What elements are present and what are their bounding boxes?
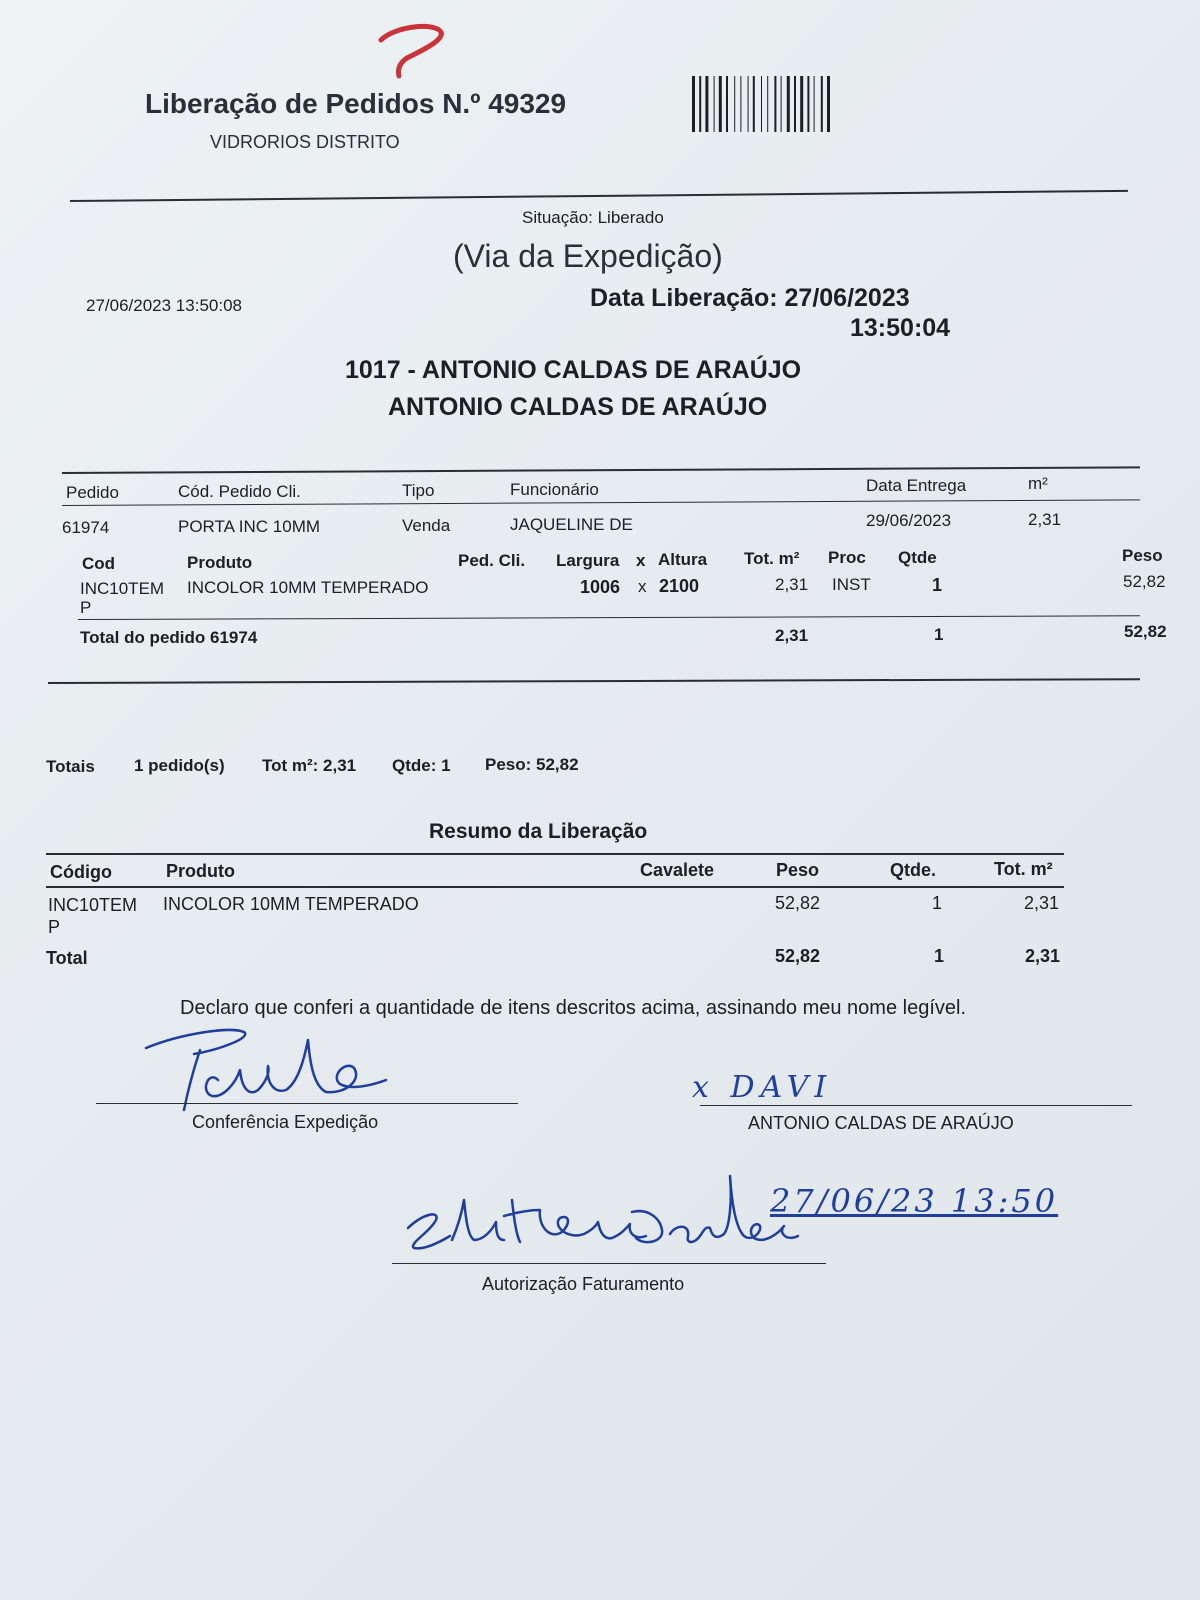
expedicao-signature-line: [96, 1103, 518, 1104]
totals-qtde: Qtde: 1: [392, 756, 451, 775]
release-time: 13:50:04: [850, 314, 951, 342]
cell-pedido: 61974: [62, 518, 110, 537]
summary-cell-tot-m2: 2,31: [1024, 893, 1060, 913]
barcode-bar: [714, 76, 715, 132]
summary-cell-qtde: 1: [932, 893, 943, 913]
barcode-bar: [821, 76, 823, 132]
summary-total-label: Total: [46, 948, 88, 968]
barcode-bar: [794, 76, 796, 132]
barcode-bar: [800, 76, 803, 132]
barcode-bar: [726, 76, 728, 132]
barcode-bar: [827, 76, 830, 132]
col-m2: m²: [1028, 474, 1048, 493]
barcode-bar: [787, 76, 790, 132]
barcode-bar: [807, 76, 809, 132]
summary-cell-peso: 52,82: [775, 893, 821, 913]
col-tot-m2: Tot. m²: [744, 549, 800, 568]
order-table-top-rule: [62, 466, 1140, 474]
cell-peso: 52,82: [1123, 572, 1166, 591]
col-pedido: Pedido: [66, 483, 119, 502]
barcode-bar: [705, 76, 708, 132]
barcode-bar: [719, 76, 722, 132]
client-line-1: 1017 - ANTONIO CALDAS DE ARAÚJO: [345, 356, 802, 384]
barcode-bar: [814, 76, 815, 132]
cell-tipo: Venda: [402, 516, 451, 535]
cell-qtde: 1: [932, 575, 943, 595]
barcode-icon: [692, 76, 878, 132]
totals-orders: 1 pedido(s): [134, 756, 225, 775]
summary-header-rule: [46, 886, 1064, 888]
col-funcionario: Funcionário: [510, 480, 599, 499]
barcode-bar: [767, 76, 768, 132]
cell-cod: INC10TEM: [80, 579, 165, 598]
summary-col-cavalete: Cavalete: [640, 860, 715, 880]
client-signature-line: [700, 1105, 1132, 1106]
summary-cell-produto: INCOLOR 10MM TEMPERADO: [163, 894, 419, 914]
col-tipo: Tipo: [402, 481, 435, 500]
summary-title: Resumo da Liberação: [429, 820, 648, 843]
order-table-bottom-rule: [48, 678, 1140, 684]
client-signature-label: ANTONIO CALDAS DE ARAÚJO: [748, 1113, 1014, 1133]
order-total-label: Total do pedido 61974: [80, 628, 258, 647]
col-data-entrega: Data Entrega: [866, 476, 967, 495]
summary-top-rule: [46, 853, 1064, 855]
cell-m2: 2,31: [1028, 510, 1062, 529]
barcode-bar: [753, 76, 755, 132]
order-total-qtde: 1: [934, 625, 944, 644]
col-cod-pedido-cli: Cód. Pedido Cli.: [178, 482, 301, 501]
client-line-2: ANTONIO CALDAS DE ARAÚJO: [388, 393, 768, 421]
items-total-rule: [78, 615, 1140, 620]
cell-altura: 2100: [659, 576, 700, 596]
col-produto: Produto: [187, 553, 253, 572]
client-handwritten-name: x DAVI: [692, 1070, 833, 1105]
barcode-bar: [692, 76, 695, 132]
company-name: VIDRORIOS DISTRITO: [210, 132, 400, 152]
col-largura: Largura: [556, 551, 620, 570]
summary-total-tot-m2: 2,31: [1025, 946, 1061, 966]
barcode-bar: [734, 76, 735, 132]
cell-funcionario: JAQUELINE DE: [510, 515, 633, 534]
barcode-bar: [781, 76, 782, 132]
col-altura: Altura: [658, 550, 708, 569]
barcode-bar: [761, 76, 762, 132]
cell-tot-m2: 2,31: [775, 575, 809, 594]
declaration-text: Declaro que conferi a quantidade de itens descritos acima, assinando meu nome legível.: [180, 997, 967, 1019]
release-date: Data Liberação: 27/06/2023: [590, 284, 910, 312]
col-cod: Cod: [82, 554, 116, 573]
cell-proc: INST: [832, 575, 871, 594]
order-total-peso: 52,82: [1124, 622, 1167, 641]
header-divider: [70, 190, 1128, 202]
summary-col-produto: Produto: [166, 861, 235, 881]
summary-col-qtde: Qtde.: [890, 860, 937, 880]
expedicao-label: Conferência Expedição: [192, 1112, 379, 1132]
handwritten-datetime: 27/06/23 13:50: [770, 1182, 1059, 1220]
summary-cell-codigo: INC10TEM: [48, 895, 138, 915]
summary-cell-codigo-wrap: P: [48, 917, 61, 937]
totals-peso: Peso: 52,82: [485, 755, 579, 774]
summary-col-tot-m2: Tot. m²: [994, 859, 1053, 879]
print-datetime: 27/06/2023 13:50:08: [86, 296, 242, 315]
summary-total-qtde: 1: [934, 946, 945, 966]
faturamento-label: Autorização Faturamento: [482, 1274, 685, 1294]
totals-m2: Tot m²: 2,31: [262, 756, 357, 775]
handwritten-mark: [375, 18, 465, 88]
barcode-bar: [748, 76, 749, 132]
order-total-m2: 2,31: [775, 626, 809, 645]
cell-cod-wrap: P: [80, 598, 92, 617]
cell-data-entrega: 29/06/2023: [866, 511, 952, 530]
col-proc: Proc: [828, 548, 866, 567]
barcode-bar: [774, 76, 776, 132]
cell-produto: INCOLOR 10MM TEMPERADO: [187, 578, 429, 597]
col-peso: Peso: [1122, 546, 1163, 565]
col-x: x: [636, 551, 646, 570]
expedicao-signature: [140, 1020, 400, 1110]
summary-col-peso: Peso: [776, 860, 820, 880]
totals-label: Totais: [46, 757, 95, 776]
faturamento-signature-line: [392, 1263, 826, 1264]
barcode-bar: [740, 76, 741, 132]
col-ped-cli: Ped. Cli.: [458, 551, 526, 570]
col-qtde: Qtde: [898, 548, 937, 567]
barcode-bar: [699, 76, 701, 132]
copy-label: (Via da Expedição): [453, 238, 723, 274]
cell-x: x: [638, 577, 647, 596]
summary-total-peso: 52,82: [775, 946, 821, 966]
status-text: Situação: Liberado: [522, 208, 664, 227]
cell-largura: 1006: [580, 577, 621, 597]
document-title: Liberação de Pedidos N.º 49329: [145, 88, 567, 119]
summary-col-codigo: Código: [50, 862, 112, 882]
cell-cod-pedido-cli: PORTA INC 10MM: [178, 517, 321, 536]
